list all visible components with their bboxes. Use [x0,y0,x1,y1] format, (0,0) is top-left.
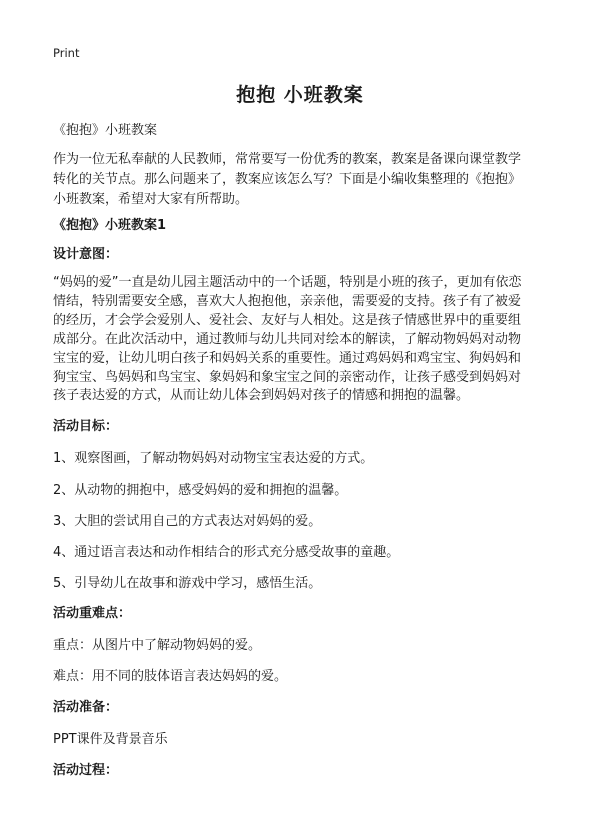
process-heading: 活动过程： [53,763,119,778]
intro-line: 小班教案，希望对大家有所帮助。 [53,192,249,207]
goals-heading: 活动目标： [53,419,119,434]
design-heading: 设计意图： [53,247,119,262]
goal-item: 5、引导幼儿在故事和游戏中学习，感悟生活。 [53,576,322,591]
intro-line: 作为一位无私奉献的人民教师，常常要写一份优秀的教案，教案是备课向课堂教学 [53,152,522,167]
key-heading: 活动重难点： [53,606,132,621]
key-point: 重点：从图片中了解动物妈妈的爱。 [53,638,262,653]
goal-item: 3、大胆的尝试用自己的方式表达对妈妈的爱。 [53,514,322,529]
section-title: 《抱抱》小班教案1 [53,218,167,233]
design-line: 成部分。在此次活动中，通过教师与幼儿共同对绘本的解读，了解动物妈妈对动物 [53,331,522,347]
design-paragraph [53,274,553,406]
prep-heading: 活动准备： [53,700,119,715]
intro-paragraph [53,150,553,210]
design-line: 的经历，才会学会爱别人、爱社会、友好与人相处。这是孩子情感世界中的重要组 [53,312,522,328]
intro-line: 转化的关节点。那么问题来了，教案应该怎么写？下面是小编收集整理的《抱抱》 [53,172,522,187]
design-line: 情结，特别需要安全感，喜欢大人抱抱他，亲亲他，需要爱的支持。孩子有了被爱 [53,293,522,309]
goal-item: 2、从动物的拥抱中，感受妈妈的爱和拥抱的温馨。 [53,483,348,498]
subtitle: 《抱抱》小班教案 [53,123,158,138]
design-line: 狗宝宝、鸟妈妈和鸟宝宝、象妈妈和象宝宝之间的亲密动作，让孩子感受到妈妈对 [53,369,522,385]
design-line: “妈妈的爱”一直是幼儿园主题活动中的一个话题，特别是小班的孩子，更加有依恋 [53,275,522,290]
design-line: 孩子表达爱的方式，从而让幼儿体会到妈妈对孩子的情感和拥抱的温馨。 [53,388,470,404]
goal-item: 1、观察图画，了解动物妈妈对动物宝宝表达爱的方式。 [53,451,374,466]
difficult-point: 难点：用不同的肢体语言表达妈妈的爱。 [53,669,288,684]
page-title: 抱抱 小班教案 [236,84,364,106]
design-line: 宝宝的爱，让幼儿明白孩子和妈妈关系的重要性。通过鸡妈妈和鸡宝宝、狗妈妈和 [53,350,522,366]
prep-text: PPT课件及背景音乐 [53,732,168,747]
print-label[interactable]: Print [53,46,80,60]
goal-item: 4、通过语言表达和动作相结合的形式充分感受故事的童趣。 [53,545,400,560]
